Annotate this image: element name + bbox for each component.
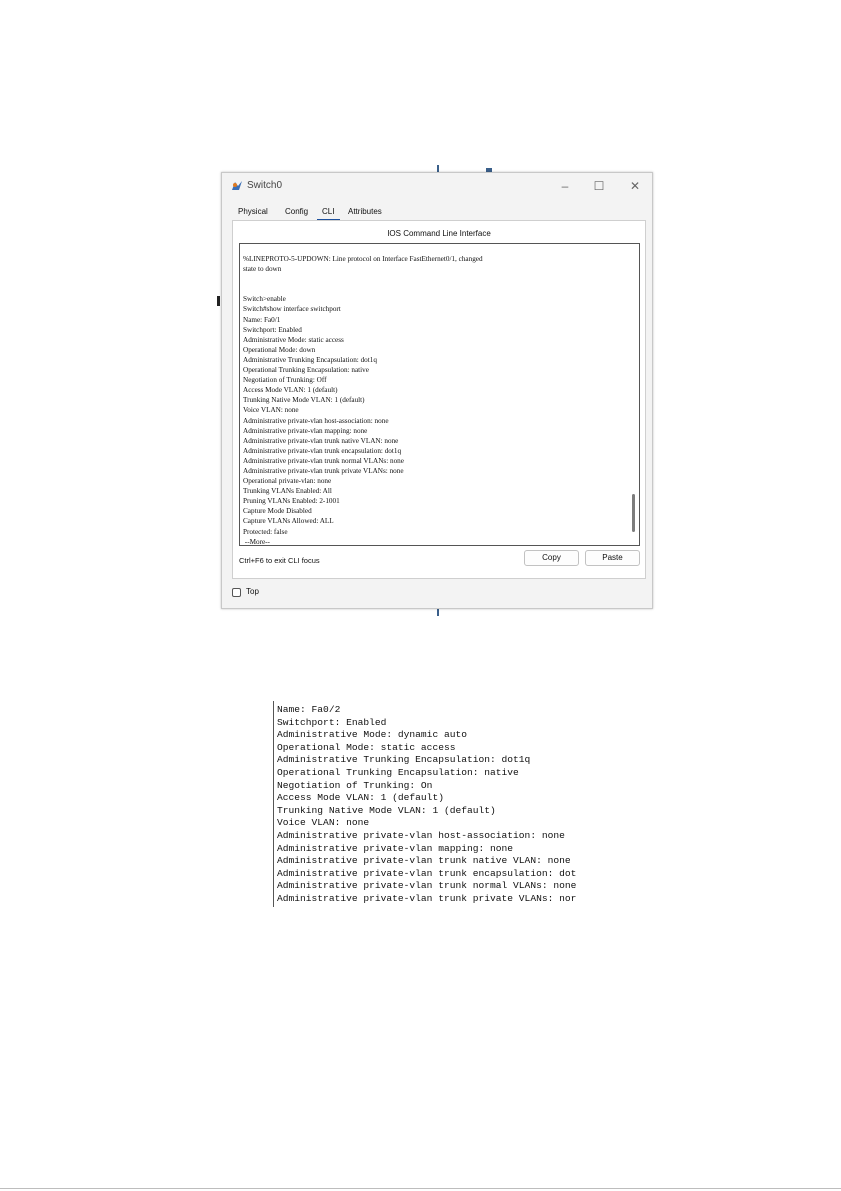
maximize-icon[interactable]: ☐: [593, 179, 605, 193]
copy-button[interactable]: Copy: [524, 550, 579, 566]
paste-button[interactable]: Paste: [585, 550, 640, 566]
packet-tracer-app-icon: [231, 180, 243, 192]
tab-cli[interactable]: CLI: [322, 207, 335, 216]
background-artifact: [437, 608, 439, 616]
cli-scrollbar[interactable]: [631, 246, 637, 543]
tab-physical[interactable]: Physical: [238, 207, 268, 216]
background-artifact: [217, 296, 220, 306]
close-icon[interactable]: ✕: [629, 179, 641, 193]
tab-config[interactable]: Config: [285, 207, 309, 216]
window-title: Switch0: [247, 180, 283, 191]
page-bottom-rule: [0, 1188, 841, 1189]
cli-output: %LINEPROTO-5-UPDOWN: Line protocol on Interface FastEthernet0/1, changed state to down Switch>enable Switch#show interface switchport Name: Fa0/1 Switchport: Enabled Administrative Mode: static access Operational Mode: down Administrative Trunking Encapsulation: dot1q Operational Trunking Encapsulation: native Negotiation of Trunking: Off Access Mode VLAN: 1 (default) Trunking Native Mode VLAN: 1 (default) Voice VLAN: none Administrative private-vlan host-association: none Administrative private-vlan mapping: none Administrative private-vlan trunk native VLAN: none Administrative private-vlan trunk encapsulation: dot1q Administrative private-vlan trunk normal VLANs: none Administrative private-vlan trunk private VLANs: none Operational private-vlan: none Trunking VLANs Enabled: All Pruning VLANs Enabled: 2-1001 Capture Mode Disabled Capture VLANs Allowed: ALL Protected: false --More--: [243, 255, 483, 546]
top-label: Top: [246, 587, 259, 596]
minimize-icon[interactable]: –: [561, 179, 569, 193]
cli-console[interactable]: [239, 243, 640, 546]
scrollbar-thumb[interactable]: [632, 494, 635, 532]
top-checkbox[interactable]: [232, 588, 241, 597]
cli-focus-hint: Ctrl+F6 to exit CLI focus: [239, 556, 320, 565]
cli-panel: [232, 220, 646, 579]
tab-attributes[interactable]: Attributes: [348, 207, 382, 216]
panel-heading: IOS Command Line Interface: [387, 229, 491, 238]
title-bar[interactable]: [222, 173, 652, 199]
fa0-2-output-snippet: [273, 701, 614, 907]
snippet-text: Name: Fa0/2 Switchport: Enabled Administrative Mode: dynamic auto Operational Mode: static access Administrative Trunking Encapsulation: dot1q Operational Trunking Encapsulation: native Negotiation of Trunking: On Access Mode VLAN: 1 (default) Trunking Native Mode VLAN: 1 (default) Voice VLAN: none Administrative private-vlan host-association: none Administrative private-vlan mapping: none Administrative private-vlan trunk native VLAN: none Administrative private-vlan trunk encapsulation: dot Administrative private-vlan trunk normal VLANs: none Administrative private-vlan trunk private VLANs: nor: [277, 704, 577, 904]
switch-window: [221, 172, 653, 609]
